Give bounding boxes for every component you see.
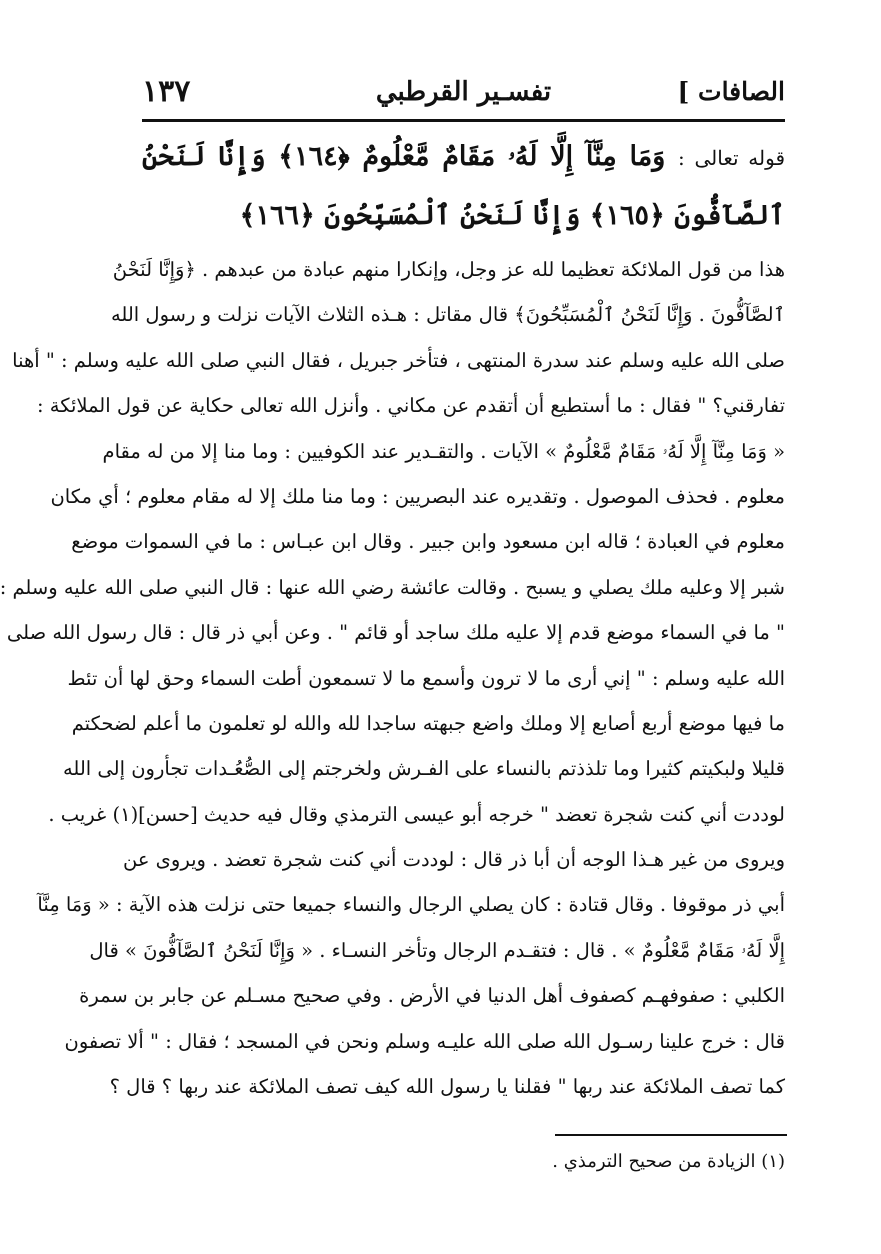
page-number: ١٣٧: [142, 74, 191, 109]
body-line: " ما في السماء موضع قدم إلا عليه ملك ساجد أو قائم " . وعن أبي ذر قال : قال رسول الله صلى: [6, 621, 785, 645]
body-line: لوددت أني كنت شجرة تعضد " خرجه أبو عيسى الترمذي وقال فيه حديث [حسن](١) غريب .: [48, 802, 785, 826]
commentary-body: [0, 247, 785, 1109]
footnote-rule: [555, 1134, 787, 1136]
body-line: أبي ذر موقوفا . وقال قتادة : كان يصلي الرجال والنساء جميعا حتى نزلت هذه الآية : « وَمَا مِنَّآ: [37, 893, 785, 917]
body-line: معلوم . فحذف الموصول . وتقديره عند البصريين : وما منا ملك إلا له مقام معلوم ؛ أي مكان: [50, 484, 785, 508]
body-line: الكلبي : صفوفهـم كصفوف أهل الدنيا في الأرض . وفي صحيح مسـلم عن جابر بن سمرة: [79, 984, 785, 1008]
body-line: ويروى من غير هـذا الوجه أن أبا ذر قال : لوددت أني كنت شجرة تعضد . ويروى عن: [122, 848, 785, 872]
body-line: صلى الله عليه وسلم عند سدرة المنتهى ، فتأخر جبريل ، فقال النبي صلى الله عليه وسلم : " أهنا: [12, 348, 785, 372]
footnote: (١) الزيادة من صحيح الترمذي .: [552, 1151, 785, 1172]
quran-verse-block: [142, 128, 785, 245]
body-line: تفارقني؟ " فقال : ما أستطيع أن أتقدم عن مكاني . وأنزل الله تعالى حكاية عن قول الملائكة :: [36, 394, 785, 418]
page-header: [142, 70, 785, 118]
body-line: شبر إلا وعليه ملك يصلي و يسبح . وقالت عائشة رضي الله عنها : قال النبي صلى الله عليه وسلم :: [0, 575, 785, 599]
surah-name: الصافات ]: [677, 77, 785, 106]
header-rule: [142, 119, 785, 122]
verse-text: وَمَا مِنَّآ إِلَّا لَهُۥ مَقَامٌ مَّعْلُومٌ ﴿١٦٤﴾ وَإِنَّا لَنَحْنُ ٱلصَّآفُّونَ ﴿١٦٥﴾ وَإِنَّا لَنَحْنُ ٱلْمُسَبِّحُونَ ﴿١٦٦﴾: [142, 141, 785, 231]
body-line: إِلَّا لَهُۥ مَقَامٌ مَّعْلُومٌ » . قال : فتقـدم الرجال وتأخر النسـاء . « وَإِنَّا لَنَحْنُ ٱلصَّآفُّونَ » قال: [89, 938, 785, 962]
body-line: قليلا ولبكيتم كثيرا وما تلذذتم بالنساء على الفـرش ولخرجتم إلى الصُّعُـدات تجأرون إلى الله: [62, 757, 785, 781]
body-line: معلوم في العبادة ؛ قاله ابن مسعود وابن جبير . وقال ابن عبـاس : ما في السموات موضع: [71, 530, 785, 554]
body-line: الله عليه وسلم : " إني أرى ما لا ترون وأسمع ما لا تسمعون أطت السماء وحق لها أن تئط: [67, 666, 785, 690]
body-line: ما فيها موضع أربع أصابع إلا وملك واضع جبهته ساجدا لله والله لو تعلمون ما أعلم لضحكتم: [71, 711, 785, 735]
verse-label: قوله تعالى :: [678, 146, 786, 170]
body-line: هذا من قول الملائكة تعظيما لله عز وجل، وإنكارا منهم عبادة من عبدهم . ﴿وَإِنَّا لَنَحْنُ: [112, 258, 785, 281]
book-title: تفسـير القرطبي: [375, 77, 552, 107]
body-line: كما تصف الملائكة عند ربها " فقلنا يا رسول الله كيف تصف الملائكة عند ربها ؟ قال ؟: [109, 1075, 785, 1099]
body-line: « وَمَا مِنَّآ إِلَّا لَهُۥ مَقَامٌ مَّعْلُومٌ » الآيات . والتقـدير عند الكوفيين : وما منا إلا من له مقام: [102, 439, 785, 463]
body-line: قال : خرج علينا رسـول الله صلى الله عليـه وسلم ونحن في المسجد ؛ فقال : " ألا تصفون: [64, 1029, 785, 1053]
body-line: ٱلصَّآفُّونَ . وَإِنَّا لَنَحْنُ ٱلْمُسَبِّحُونَ﴾ قال مقاتل : هـذه الثلاث الآيات نزلت و رسول الله: [110, 303, 785, 327]
